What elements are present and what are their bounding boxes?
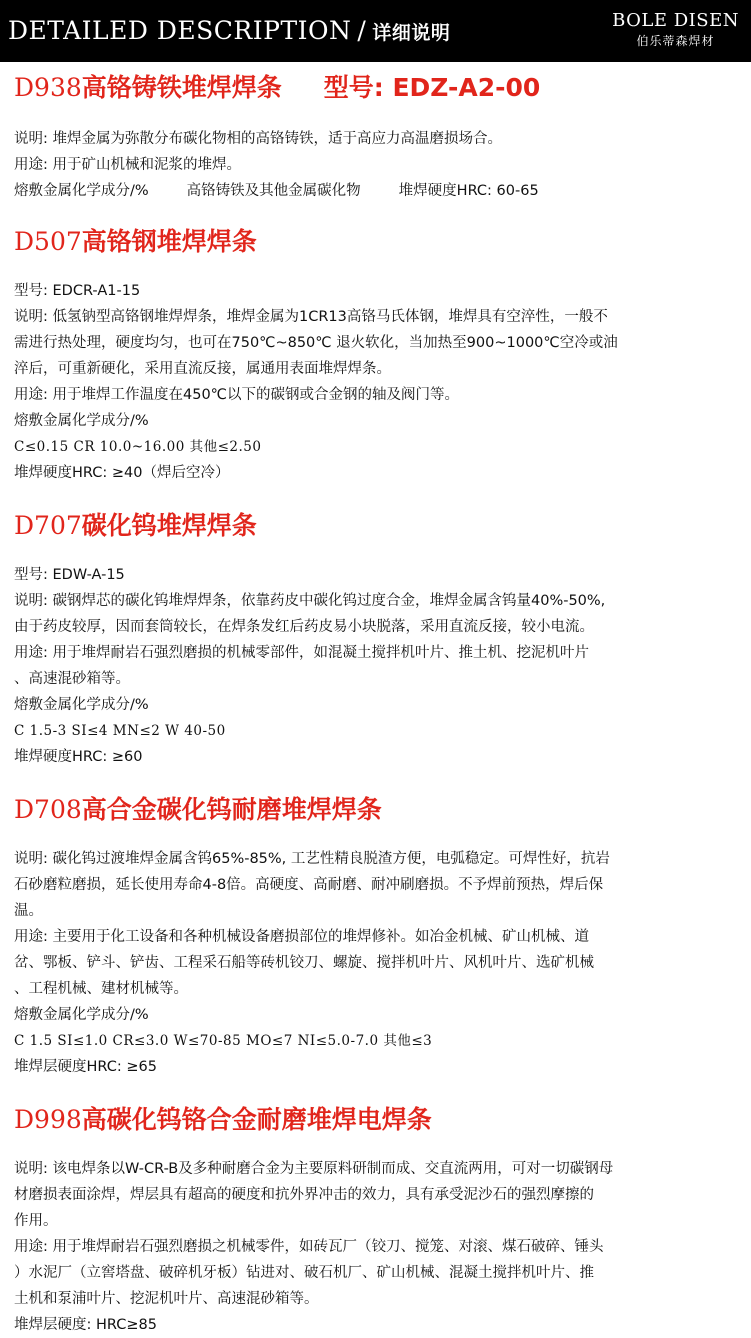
product-code: D708	[14, 795, 82, 824]
text-line: 温。	[14, 903, 43, 919]
composition-row	[14, 178, 741, 204]
section-title	[14, 72, 741, 104]
hardness-line: 堆焊硬度HRC: ≥60	[14, 749, 143, 765]
product-name: 高碳化钨铬合金耐磨堆焊电焊条	[81, 1105, 432, 1134]
section-title	[14, 510, 741, 542]
text-line: 材磨损表面涂焊，焊层具有超高的硬度和抗外界冲击的效力，具有承受泥沙石的强烈摩擦的	[14, 1187, 594, 1203]
composition-value: 高铬铸铁及其他金属碳化物	[186, 183, 361, 199]
section-d938	[14, 62, 741, 204]
text-line: 作用。	[14, 1213, 58, 1229]
composition-values: C≤0.15 CR 10.0~16.00 其他≤2.50	[14, 439, 262, 455]
text-line: 熔敷金属化学成分/%	[14, 1007, 149, 1023]
header-title	[8, 16, 450, 45]
product-code: D998	[14, 1105, 82, 1134]
text-line: 熔敷金属化学成分/%	[14, 413, 149, 429]
text-line: 岔、鄂板、铲斗、铲齿、工程采石船等砖机铰刀、螺旋、搅拌机叶片、风机叶片、选矿机械	[14, 955, 594, 971]
text-line: 说明: 碳化钨过渡堆焊金属含钨65%-85%, 工艺性精良脱渣方便，电弧稳定。可焊性好，抗岩	[14, 851, 610, 867]
brand-name-cn: 伯乐蒂森焊材	[636, 34, 715, 48]
text-line: 由于药皮较厚，因而套筒较长，在焊条发红后药皮易小块脱落，采用直流反接，较小电流。	[14, 619, 594, 635]
text-line: 需进行热处理，硬度均匀，也可在750℃~850℃ 退火软化，当加热至900~1000℃空冷或油	[14, 335, 618, 351]
text-line: 用途: 用于堆焊耐岩石强烈磨损的机械零部件，如混凝土搅拌机叶片、推土机、挖泥机叶片	[14, 645, 589, 661]
product-code: D507	[14, 227, 82, 256]
section-d708	[14, 770, 741, 1080]
text-line: 石砂磨粒磨损，延长使用寿命4-8倍。高硬度、高耐磨、耐冲刷磨损。不予焊前预热，焊后保	[14, 877, 604, 893]
text-line: 型号: EDCR-A1-15	[14, 283, 141, 299]
hardness-value: 堆焊硬度HRC: 60-65	[398, 183, 539, 199]
text-line: 、工程机械、建材机械等。	[14, 981, 188, 997]
product-name: 高铬铸铁堆焊焊条	[81, 73, 282, 102]
product-code: D707	[14, 511, 82, 540]
text-line: 、高速混砂箱等。	[14, 671, 130, 687]
header-title-cn: 详细说明	[372, 22, 451, 44]
brand-name-en: BOLE DISEN	[612, 10, 739, 31]
text-line: 用途: 主要用于化工设备和各种机械设备磨损部位的堆焊修补。如冶金机械、矿山机械、道	[14, 929, 589, 945]
section-d707	[14, 486, 741, 770]
product-code: D938	[14, 73, 82, 102]
header-slash: /	[357, 16, 367, 45]
product-name: 碳化钨堆焊焊条	[81, 511, 257, 540]
section-title	[14, 1104, 741, 1136]
hardness-line: 堆焊层硬度: HRC≥85	[14, 1317, 157, 1333]
text-line: ）水泥厂（立窖塔盘、破碎机牙板）钻进对、破石机厂、矿山机械、混凝土搅拌机叶片、推	[14, 1265, 594, 1281]
header-title-en: DETAILED DESCRIPTION	[8, 16, 352, 45]
text-line: 说明: 碳钢焊芯的碳化钨堆焊焊条，依靠药皮中碳化钨过度合金，堆焊金属含钨量40%-50%,	[14, 593, 606, 609]
section-title	[14, 794, 741, 826]
text-line: 说明: 低氢钠型高铬钢堆焊焊条，堆焊金属为1CR13高铬马氏体钢，堆焊具有空淬性，一般不	[14, 309, 608, 325]
hardness-line: 堆焊硬度HRC: ≥40（焊后空冷）	[14, 465, 230, 481]
brand-logo	[612, 10, 739, 49]
page-header	[0, 0, 751, 62]
product-name: 高铬钢堆焊焊条	[81, 227, 257, 256]
text-line: 用途: 用于矿山机械和泥浆的堆焊。	[14, 157, 241, 173]
product-name: 高合金碳化钨耐磨堆焊焊条	[81, 795, 382, 824]
composition-values: C 1.5-3 SI≤4 MN≤2 W 40-50	[14, 723, 226, 739]
text-line: 说明: 堆焊金属为弥散分布碳化物相的高铬铸铁，适于高应力高温磨损场合。	[14, 131, 502, 147]
composition-values: C 1.5 SI≤1.0 CR≤3.0 W≤70-85 MO≤7 NI≤5.0-7.0 其他≤3	[14, 1033, 433, 1049]
text-line: 用途: 用于堆焊工作温度在450℃以下的碳钢或合金钢的轴及阀门等。	[14, 387, 459, 403]
section-title	[14, 226, 741, 258]
text-line: 型号: EDW-A-15	[14, 567, 125, 583]
product-model: 型号: EDZ-A2-00	[323, 73, 541, 102]
text-line: 用途: 用于堆焊耐岩石强烈磨损之机械零件，如砖瓦厂（铰刀、搅笼、对滚、煤石破碎、锤头	[14, 1239, 604, 1255]
hardness-line: 堆焊层硬度HRC: ≥65	[14, 1059, 157, 1075]
main-content	[0, 62, 751, 1338]
text-line: 说明: 该电焊条以W-CR-B及多种耐磨合金为主要原料研制而成、交直流两用，可对一切碳钢母	[14, 1161, 614, 1177]
section-d507	[14, 204, 741, 486]
section-d998	[14, 1080, 741, 1338]
text-line: 淬后，可重新硬化，采用直流反接，属通用表面堆焊焊条。	[14, 361, 391, 377]
text-line: 熔敷金属化学成分/%	[14, 697, 149, 713]
text-line: 土机和泵浦叶片、挖泥机叶片、高速混砂箱等。	[14, 1291, 319, 1307]
composition-label: 熔敷金属化学成分/%	[14, 183, 149, 199]
